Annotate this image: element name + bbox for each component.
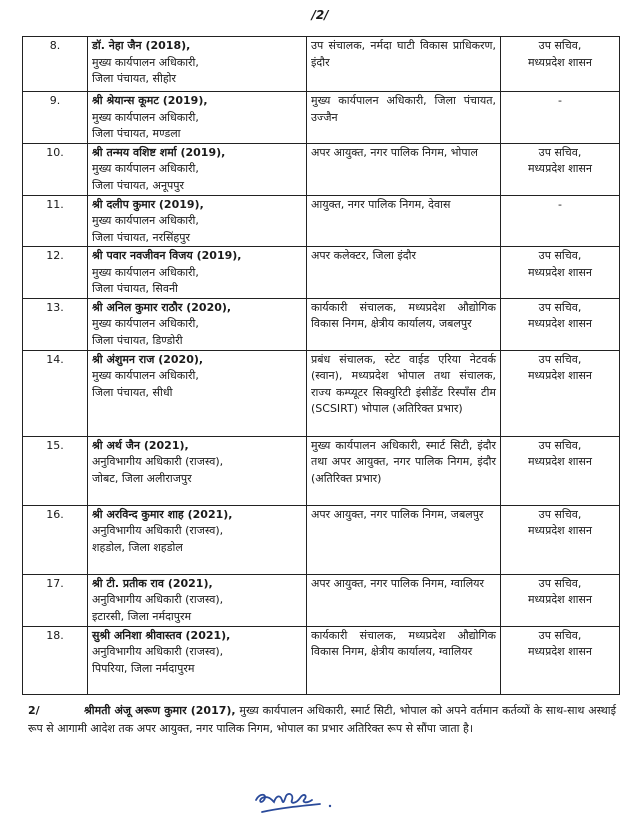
page-number: /2/ (311, 8, 329, 22)
rank-line: उप सचिव, (538, 576, 582, 590)
officer-cell (88, 143, 307, 195)
officer-name: श्री दलीप कुमार (2019), (92, 197, 204, 211)
table-row (23, 350, 620, 436)
serial-number: 18. (23, 626, 88, 694)
serial-number: 9. (23, 92, 88, 144)
current-post-line: इटारसी, जिला नर्मदापुरम (92, 609, 192, 623)
current-post-line: पिपरिया, जिला नर्मदापुरम (92, 661, 195, 675)
table-row (23, 574, 620, 626)
current-post-line: जिला पंचायत, नरसिंहपुर (92, 230, 191, 244)
rank-cell (501, 436, 620, 505)
officer-cell (88, 626, 307, 694)
new-posting: आयुक्त, नगर पालिक निगम, देवास (307, 195, 501, 247)
serial-number: 14. (23, 350, 88, 436)
rank-line: मध्यप्रदेश शासन (527, 455, 593, 468)
officer-cell (88, 505, 307, 574)
serial-number: 16. (23, 505, 88, 574)
rank-line: मध्यप्रदेश शासन (527, 369, 593, 382)
officer-name: श्री श्रेयान्स कूमट (2019), (92, 94, 208, 107)
officer-cell (88, 436, 307, 505)
current-post-line: अनुविभागीय अधिकारी (राजस्व), (92, 593, 224, 606)
serial-number: 13. (23, 298, 88, 350)
current-post-line: शहडोल, जिला शहडोल (92, 540, 183, 554)
table-row (23, 247, 620, 299)
rank-cell (501, 143, 620, 195)
new-posting: कार्यकारी संचालक, मध्यप्रदेश औद्योगिक विकास निगम, क्षेत्रीय कार्यालय, जबलपुर (307, 298, 501, 350)
current-post-line: अनुविभागीय अधिकारी (राजस्व), (92, 455, 224, 468)
officer-cell (88, 574, 307, 626)
paragraph-text: मुख्य कार्यपालन अधिकारी, स्मार्ट सिटी, भोपाल को अपने वर्तमान कर्तव्यों के साथ-साथ अस्थाई रूप से आगामी आदेश तक अपर आयुक्त, नगर पालिक निगम, भोपाल का प्रभार अतिरिक्त रूप से सौंपा जाता है। (28, 704, 616, 735)
serial-number: 15. (23, 436, 88, 505)
rank-cell (501, 92, 620, 144)
current-post-line: जिला पंचायत, मण्डला (92, 127, 181, 140)
current-post-line: मुख्य कार्यपालन अधिकारी, (92, 369, 199, 382)
table-row (23, 436, 620, 505)
table-row (23, 195, 620, 247)
current-post-line: जिला पंचायत, सिवनी (92, 282, 178, 295)
officer-name: श्री अनिल कुमार राठौर (2020), (92, 300, 232, 314)
rank-line: उप सचिव, (538, 352, 582, 366)
table-row (23, 143, 620, 195)
new-posting: प्रबंध संचालक, स्टेट वाईड एरिया नेटवर्क (स्वान), मध्यप्रदेश भोपाल तथा संचालक, राज्य कम्प्यूटर सिक्युरिटी इंसीडेंट रिस्पाँस टीम (SCSIRT) भोपाल (अतिरिक्त प्रभार) (307, 350, 501, 436)
officer-cell (88, 92, 307, 144)
officer-cell (88, 195, 307, 247)
rank-cell (501, 505, 620, 574)
officer-name: श्री पवार नवजीवन विजय (2019), (92, 249, 242, 262)
rank-cell (501, 298, 620, 350)
serial-number: 10. (23, 143, 88, 195)
officer-cell (88, 350, 307, 436)
officer-name: श्री अंशुमन राज (2020), (92, 352, 204, 366)
current-post-line: अनुविभागीय अधिकारी (राजस्व), (92, 645, 224, 658)
new-posting: उप संचालक, नर्मदा घाटी विकास प्राधिकरण, इंदौर (307, 37, 501, 92)
current-post-line: मुख्य कार्यपालन अधिकारी, (92, 110, 199, 124)
rank-line: उप सचिव, (538, 300, 582, 314)
current-post-line: मुख्य कार्यपालन अधिकारी, (92, 214, 199, 227)
rank-cell (501, 37, 620, 92)
table-row (23, 626, 620, 694)
serial-number: 17. (23, 574, 88, 626)
officer-cell (88, 298, 307, 350)
current-post-line: मुख्य कार्यपालन अधिकारी, (92, 162, 199, 175)
rank-line: मध्यप्रदेश शासन (527, 593, 593, 606)
rank-line: मध्यप्रदेश शासन (527, 55, 593, 69)
new-posting: अपर आयुक्त, नगर पालिक निगम, भोपाल (307, 143, 501, 195)
rank-line: - (558, 94, 562, 107)
rank-line: मध्यप्रदेश शासन (527, 265, 593, 279)
officer-name: श्रीमती अंजू अरूण कुमार (2017), (84, 704, 236, 717)
officer-name: सुश्री अनिशा श्रीवास्तव (2021), (92, 628, 231, 642)
current-post-line: मुख्य कार्यपालन अधिकारी, (92, 55, 199, 69)
rank-line: मध्यप्रदेश शासन (527, 162, 593, 175)
additional-charge-paragraph (28, 702, 616, 737)
rank-line: उप सचिव, (538, 39, 582, 52)
officer-name: श्री अर्थ जैन (2021), (92, 438, 189, 452)
current-post-line: अनुविभागीय अधिकारी (राजस्व), (92, 524, 224, 537)
officer-name: श्री टी. प्रतीक राव (2021), (92, 576, 213, 590)
serial-number: 12. (23, 247, 88, 299)
rank-line: मध्यप्रदेश शासन (527, 645, 593, 658)
officer-cell (88, 37, 307, 92)
rank-line: मध्यप्रदेश शासन (527, 524, 593, 537)
rank-line: उप सचिव, (538, 145, 582, 159)
officer-cell (88, 247, 307, 299)
new-posting: अपर आयुक्त, नगर पालिक निगम, ग्वालियर (307, 574, 501, 626)
officer-name: श्री तन्मय वशिष्ट शर्मा (2019), (92, 145, 226, 159)
current-post-line: मुख्य कार्यपालन अधिकारी, (92, 317, 199, 330)
rank-cell (501, 574, 620, 626)
rank-line: मध्यप्रदेश शासन (527, 317, 593, 330)
paragraph-number: 2/ (28, 704, 40, 717)
table-row (23, 37, 620, 92)
officer-name: डॉ. नेहा जैन (2018), (92, 39, 191, 52)
officer-name: श्री अरविन्द कुमार शाह (2021), (92, 507, 233, 521)
current-post-line: जिला पंचायत, डिण्डोरी (92, 333, 183, 347)
rank-cell (501, 247, 620, 299)
rank-cell (501, 350, 620, 436)
rank-line: उप सचिव, (538, 507, 582, 521)
current-post-line: मुख्य कार्यपालन अधिकारी, (92, 265, 199, 279)
new-posting: अपर आयुक्त, नगर पालिक निगम, जबलपुर (307, 505, 501, 574)
serial-number: 8. (23, 37, 88, 92)
new-posting: मुख्य कार्यपालन अधिकारी, स्मार्ट सिटी, इंदौर तथा अपर आयुक्त, नगर पालिक निगम, इंदौर (अतिरिक्त प्रभार) (307, 436, 501, 505)
rank-line: उप सचिव, (538, 628, 582, 642)
new-posting: अपर कलेक्टर, जिला इंदौर (307, 247, 501, 299)
rank-line: - (558, 197, 562, 211)
rank-line: उप सचिव, (538, 438, 582, 452)
current-post-line: जोबट, जिला अलीराजपुर (92, 471, 192, 485)
current-post-line: जिला पंचायत, अनूपपुर (92, 178, 185, 192)
table-row (23, 298, 620, 350)
table-row (23, 505, 620, 574)
transfer-order-table (22, 36, 620, 695)
new-posting: मुख्य कार्यपालन अधिकारी, जिला पंचायत, उज्जैन (307, 92, 501, 144)
rank-line: उप सचिव, (538, 249, 582, 262)
current-post-line: जिला पंचायत, सीहोर (92, 72, 177, 85)
current-post-line: जिला पंचायत, सीधी (92, 385, 173, 399)
new-posting: कार्यकारी संचालक, मध्यप्रदेश औद्योगिक विकास निगम, क्षेत्रीय कार्यालय, ग्वालियर (307, 626, 501, 694)
rank-cell (501, 626, 620, 694)
signature (250, 782, 340, 822)
rank-cell (501, 195, 620, 247)
serial-number: 11. (23, 195, 88, 247)
table-row (23, 92, 620, 144)
